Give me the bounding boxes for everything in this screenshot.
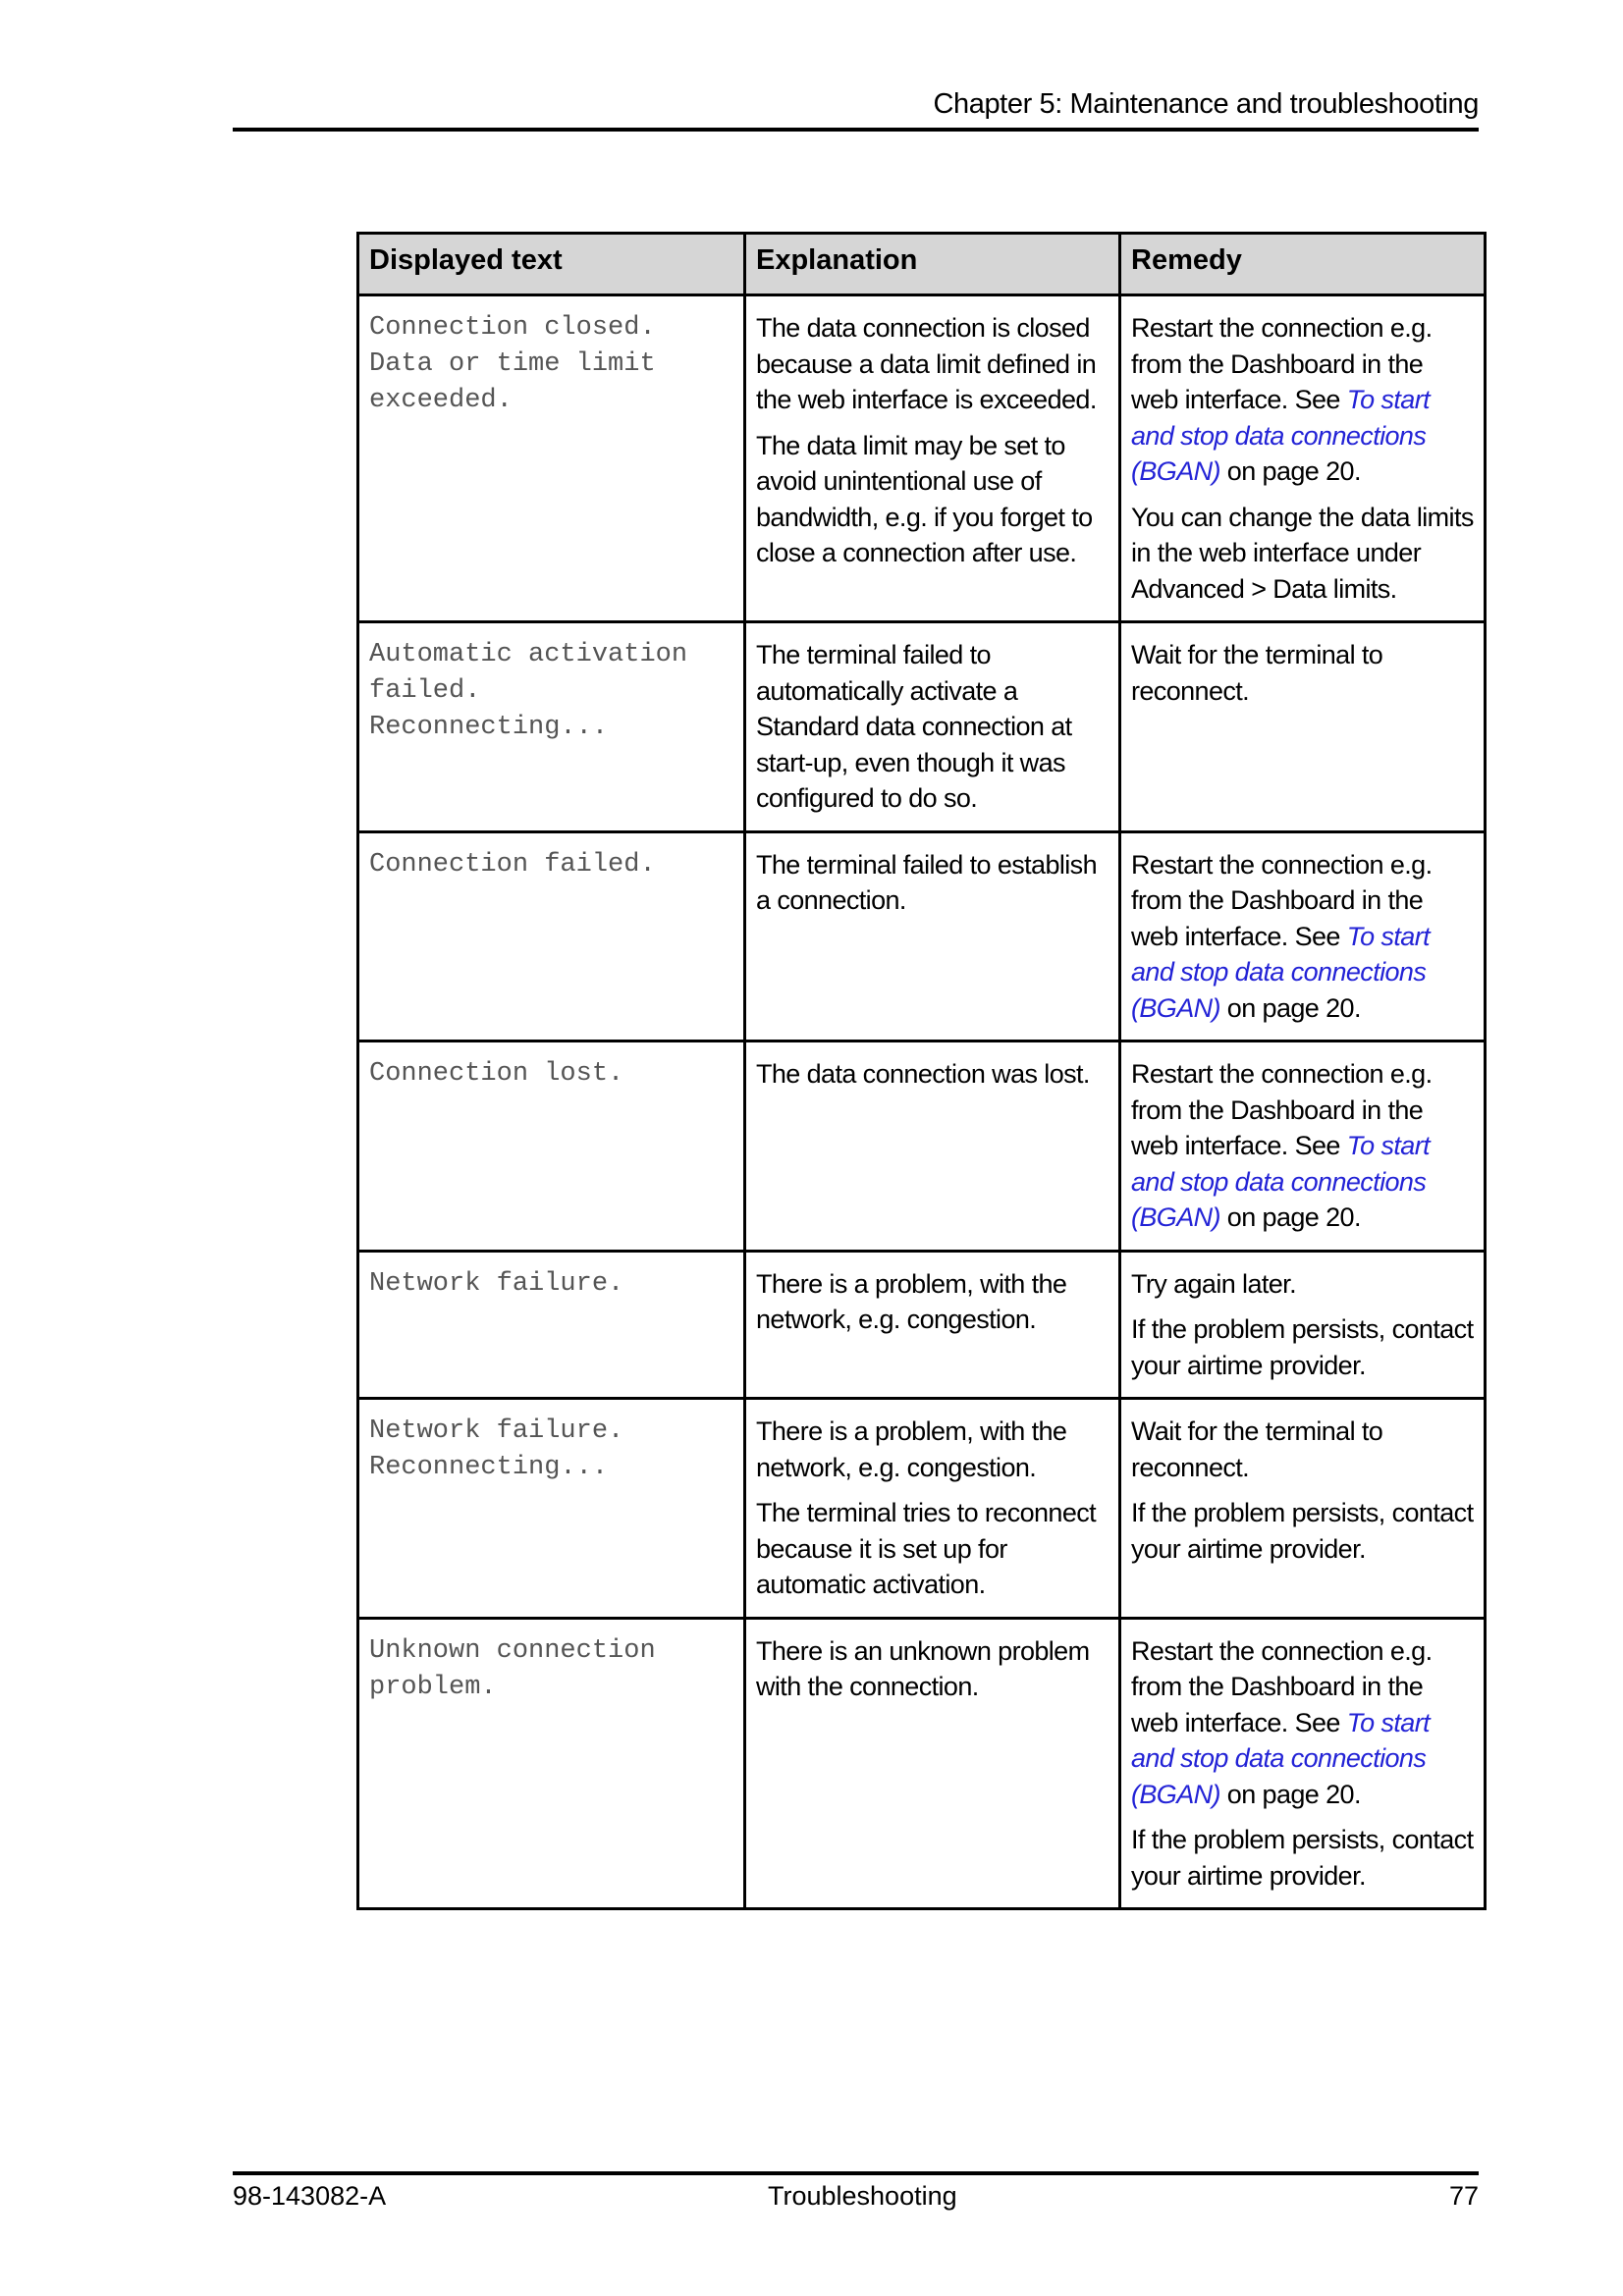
explanation-cell [745,1618,1120,1909]
cross-reference-link[interactable]: To start and stop data connections (BGAN) [1131,921,1430,1023]
displayed-text-cell: Connection closed. Data or time limit exceeded. [358,295,745,622]
cross-reference-link[interactable]: To start and stop data connections (BGAN) [1131,385,1430,486]
table-row [358,1251,1486,1399]
displayed-text-cell: Connection failed. [358,831,745,1041]
remedy-paragraph: If the problem persists, contact your airtime provider. [1131,1314,1474,1380]
displayed-text-cell: Connection lost. [358,1041,745,1252]
explanation-paragraph: The terminal tries to reconnect because it is set up for automatic activation. [756,1498,1097,1599]
cross-reference-link[interactable]: To start and stop data connections (BGAN) [1131,1131,1430,1232]
remedy-cell [1120,1041,1486,1252]
explanation-paragraph: The terminal failed to automatically activate a Standard data connection at start-up, even though it was configured to do so. [756,640,1072,813]
explanation-cell [745,1399,1120,1619]
remedy-cell [1120,1618,1486,1909]
explanation-cell [745,831,1120,1041]
header-explanation: Explanation [745,234,1120,295]
remedy-cell [1120,1399,1486,1619]
remedy-cell [1120,295,1486,622]
remedy-paragraph [1131,310,1474,490]
remedy-cell [1120,622,1486,832]
explanation-cell [745,1251,1120,1399]
remedy-text: on page 20. [1219,1202,1361,1232]
table-row [358,622,1486,832]
header-displayed-text: Displayed text [358,234,745,295]
remedy-paragraph: Try again later. [1131,1268,1296,1299]
explanation-cell [745,1041,1120,1252]
displayed-text-cell: Network failure. Reconnecting... [358,1399,745,1619]
remedy-paragraph [1131,847,1474,1027]
explanation-paragraph: The terminal failed to establish a connection. [756,849,1097,915]
displayed-text-cell: Network failure. [358,1251,745,1399]
explanation-paragraph: The data connection was lost. [756,1059,1090,1089]
table-row [358,1041,1486,1252]
remedy-text: on page 20. [1219,456,1361,486]
remedy-paragraph: If the problem persists, contact your airtime provider. [1131,1498,1474,1564]
document-number: 98-143082-A [233,2181,387,2211]
table-row [358,295,1486,622]
page-number: 77 [1448,2181,1479,2211]
explanation-paragraph: There is an unknown problem with the connection. [756,1635,1090,1701]
remedy-paragraph [1131,1633,1474,1813]
remedy-text: Restart the connection e.g. from the Dashboard in the web interface. See [1131,1059,1433,1160]
displayed-text-cell: Unknown connection problem. [358,1618,745,1909]
displayed-text-cell: Automatic activation failed. Reconnecting... [358,622,745,832]
remedy-text: on page 20. [1219,1779,1361,1809]
table-row [358,831,1486,1041]
table-row [358,1618,1486,1909]
explanation-paragraph: There is a problem, with the network, e.g. congestion. [756,1268,1067,1334]
table-row [358,1399,1486,1619]
troubleshooting-table [356,232,1487,1910]
explanation-cell [745,295,1120,622]
explanation-paragraph: There is a problem, with the network, e.g. congestion. [756,1416,1067,1482]
header-rule [233,128,1479,132]
remedy-paragraph [1131,1056,1474,1236]
remedy-paragraph: Wait for the terminal to reconnect. [1131,1416,1383,1482]
table-header-row [358,234,1486,295]
remedy-paragraph: If the problem persists, contact your airtime provider. [1131,1825,1474,1891]
explanation-paragraph: The data limit may be set to avoid unintentional use of bandwidth, e.g. if you forget to close a connection after use. [756,430,1093,567]
header-remedy: Remedy [1120,234,1486,295]
remedy-text: Restart the connection e.g. from the Dashboard in the web interface. See [1131,313,1433,414]
remedy-cell [1120,1251,1486,1399]
remedy-paragraph: Wait for the terminal to reconnect. [1131,640,1383,706]
remedy-text: Restart the connection e.g. from the Dashboard in the web interface. See [1131,849,1433,951]
footer-section-title: Troubleshooting [768,2181,957,2211]
remedy-text: on page 20. [1219,992,1361,1023]
explanation-paragraph: The data connection is closed because a data limit defined in the web interface is exceeded. [756,313,1097,414]
remedy-cell [1120,831,1486,1041]
remedy-paragraph: You can change the data limits in the web interface under Advanced > Data limits. [1131,502,1474,604]
cross-reference-link[interactable]: To start and stop data connections (BGAN) [1131,1707,1430,1809]
footer-rule [233,2171,1479,2175]
remedy-text: Restart the connection e.g. from the Dashboard in the web interface. See [1131,1635,1433,1737]
explanation-cell [745,622,1120,832]
chapter-title: Chapter 5: Maintenance and troubleshooting [933,88,1479,120]
